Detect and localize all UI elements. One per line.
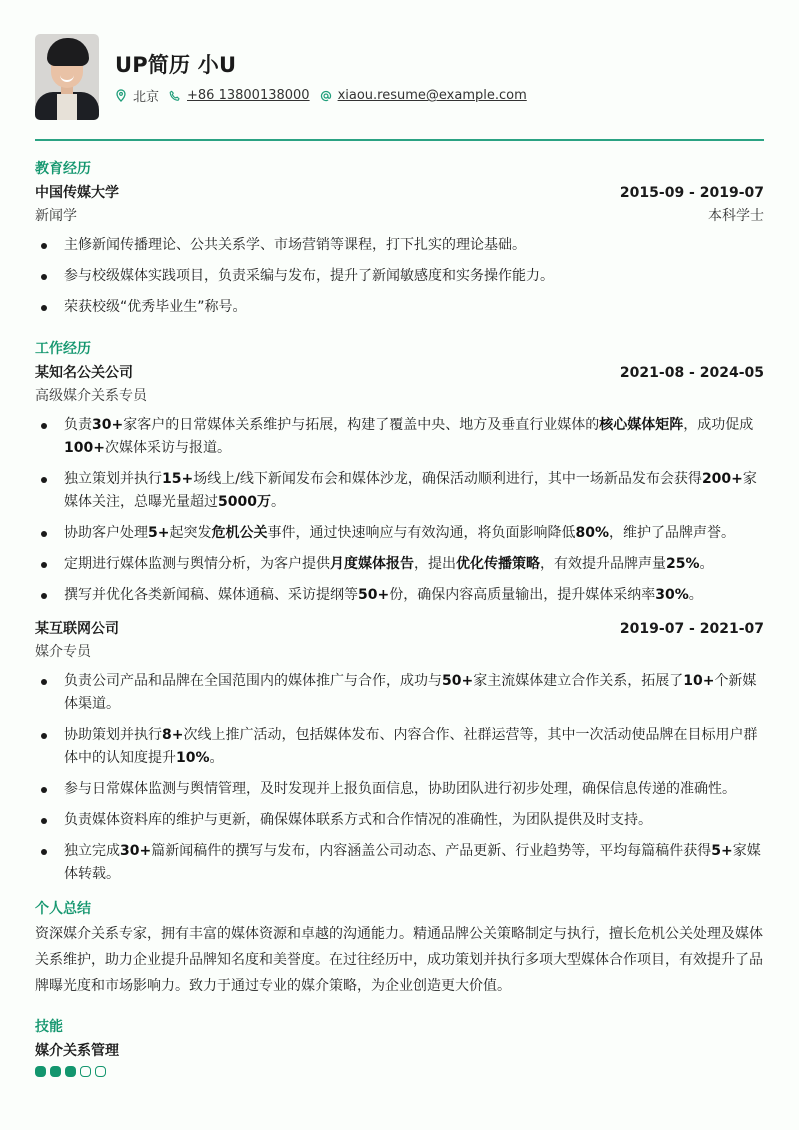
list-item: 负责媒体资料库的维护与更新，确保媒体联系方式和合作情况的准确性，为团队提供及时支持。 xyxy=(35,809,764,832)
phone-icon xyxy=(169,90,181,102)
rating-dot-empty xyxy=(95,1066,106,1077)
phone-link[interactable]: +86 13800138000 xyxy=(187,88,310,103)
company-name: 某互联网公司 xyxy=(35,621,119,637)
location xyxy=(115,86,159,105)
education-date: 2015-09 - 2019-07 xyxy=(619,185,764,201)
degree: 本科学士 xyxy=(708,208,764,224)
resume-header xyxy=(35,0,764,120)
work-date: 2019-07 - 2021-07 xyxy=(619,621,764,637)
rating-dot-filled xyxy=(50,1066,61,1077)
major: 新闻学 xyxy=(35,208,77,224)
company-name: 某知名公关公司 xyxy=(35,365,133,381)
rating-dot-filled xyxy=(35,1066,46,1077)
rating-dot-filled xyxy=(65,1066,76,1077)
map-pin-icon xyxy=(115,89,127,102)
list-item: 荣获校级“优秀毕业生”称号。 xyxy=(35,296,764,319)
identity-block xyxy=(115,49,537,105)
skill-level-rating xyxy=(35,1066,764,1077)
list-item: 独立完成30+篇新闻稿件的撰写与发布，内容涵盖公司动态、产品更新、行业趋势等，平均每篇稿件获得5+家媒体转载。 xyxy=(35,840,764,886)
header-divider xyxy=(35,139,764,141)
work-section xyxy=(35,338,764,886)
summary-text: 资深媒介关系专家，拥有丰富的媒体资源和卓越的沟通能力。精通品牌公关策略制定与执行，擅长危机公关处理及媒体关系维护，助力企业提升品牌知名度和美誉度。在过往经历中，成功策划并执行多项大型媒体合作项目，有效提升了品牌曝光度和市场影响力。致力于通过专业的媒介策略，为企业创造更大价值。 xyxy=(35,926,763,994)
summary-section xyxy=(35,898,764,999)
section-title-work: 工作经历 xyxy=(35,341,91,357)
email xyxy=(320,88,527,103)
list-item: 撰写并优化各类新闻稿、媒体通稿、采访提纲等50+份，确保内容高质量输出，提升媒体采纳率30%。 xyxy=(35,584,764,607)
education-section xyxy=(35,158,764,319)
work-bullets xyxy=(35,670,764,886)
list-item: 协助策划并执行8+次线上推广活动，包括媒体发布、内容合作、社群运营等，其中一次活动使品牌在目标用户群体中的认知度提升10%。 xyxy=(35,724,764,770)
work-bullets xyxy=(35,414,764,607)
section-title-skills: 技能 xyxy=(35,1019,63,1035)
contact-info xyxy=(115,86,537,105)
work-date: 2021-08 - 2024-05 xyxy=(619,365,764,381)
job-title: 媒介专员 xyxy=(35,644,91,660)
list-item: 参与校级媒体实践项目，负责采编与发布，提升了新闻敏感度和实务操作能力。 xyxy=(35,265,764,288)
skills-section xyxy=(35,1016,764,1077)
at-sign-icon xyxy=(320,90,332,102)
rating-dot-empty xyxy=(80,1066,91,1077)
school-name: 中国传媒大学 xyxy=(35,185,119,201)
section-title-summary: 个人总结 xyxy=(35,901,91,917)
section-title-education: 教育经历 xyxy=(35,161,91,177)
list-item: 主修新闻传播理论、公共关系学、市场营销等课程，打下扎实的理论基础。 xyxy=(35,234,764,257)
list-item: 参与日常媒体监测与舆情管理，及时发现并上报负面信息，协助团队进行初步处理，确保信息传递的准确性。 xyxy=(35,778,764,801)
avatar xyxy=(35,34,99,120)
location-text: 北京 xyxy=(133,90,160,105)
phone xyxy=(169,88,310,103)
education-bullets xyxy=(35,234,764,319)
email-link[interactable]: xiaou.resume@example.com xyxy=(337,88,527,103)
list-item: 定期进行媒体监测与舆情分析，为客户提供月度媒体报告，提出优化传播策略，有效提升品牌声量25%。 xyxy=(35,553,764,576)
candidate-name: UP简历 小U xyxy=(115,53,237,77)
job-title: 高级媒介关系专员 xyxy=(35,388,147,404)
list-item: 负责30+家客户的日常媒体关系维护与拓展，构建了覆盖中央、地方及垂直行业媒体的核心媒体矩阵，成功促成100+次媒体采访与报道。 xyxy=(35,414,764,460)
skill-name: 媒介关系管理 xyxy=(35,1043,119,1059)
list-item: 负责公司产品和品牌在全国范围内的媒体推广与合作，成功与50+家主流媒体建立合作关系，拓展了10+个新媒体渠道。 xyxy=(35,670,764,716)
list-item: 独立策划并执行15+场线上/线下新闻发布会和媒体沙龙，确保活动顺利进行，其中一场新品发布会获得200+家媒体关注，总曝光量超过5000万。 xyxy=(35,468,764,514)
list-item: 协助客户处理5+起突发危机公关事件，通过快速响应与有效沟通，将负面影响降低80%，维护了品牌声誉。 xyxy=(35,522,764,545)
